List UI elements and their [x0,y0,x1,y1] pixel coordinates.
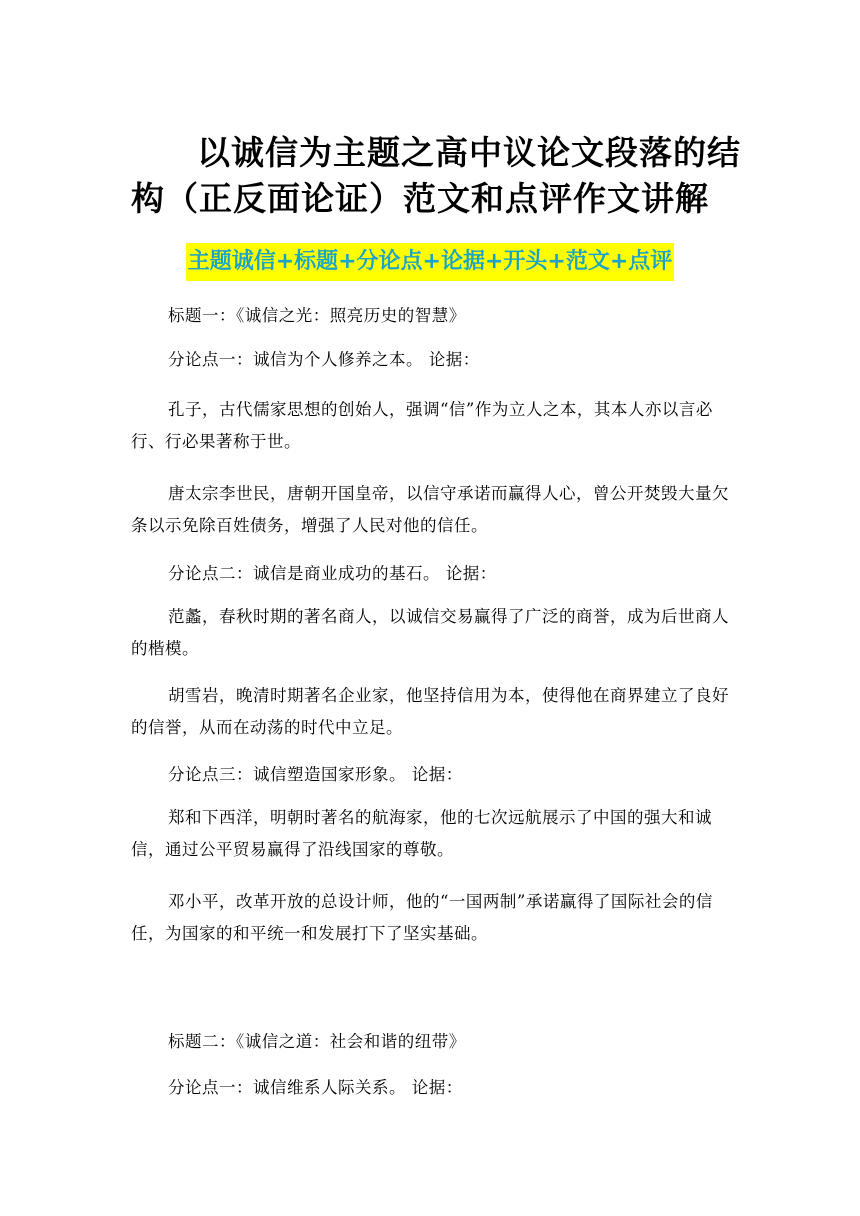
evidence-paragraph: 范蠡，春秋时期的著名商人，以诚信交易赢得了广泛的商誉，成为后世商人的楷模。 [131,607,729,658]
evidence-paragraph: 胡雪岩，晚清时期著名企业家，他坚持信用为本，使得他在商界建立了良好的信誉，从而在动荡的时代中立足。 [131,686,729,737]
banner-container [0,243,860,281]
sub-argument-two: 分论点二：诚信是商业成功的基石。 论据： [168,564,497,583]
heading-title-one: 标题一：《诚信之光：照亮历史的智慧》 [168,306,466,325]
sub-argument-three: 分论点三：诚信塑造国家形象。 论据： [168,765,463,784]
topic-banner: 主题诚信+标题+分论点+论据+开头+范文+点评 [186,243,675,281]
evidence-paragraph: 孔子，古代儒家思想的创始人，强调“信”作为立人之本，其本人亦以言必行、行必果著称于世。 [131,400,713,451]
sub-argument-one-second: 分论点一：诚信维系人际关系。 论据： [168,1078,463,1097]
document-title: 以诚信为主题之高中议论文段落的结构（正反面论证）范文和点评作文讲解 [131,133,741,218]
heading-title-two: 标题二：《诚信之道：社会和谐的纽带》 [168,1032,466,1051]
sub-argument-one: 分论点一：诚信为个人修养之本。 论据： [168,350,480,369]
evidence-paragraph: 郑和下西洋，明朝时著名的航海家，他的七次远航展示了中国的强大和诚信，通过公平贸易赢得了沿线国家的尊敬。 [131,808,712,859]
evidence-paragraph: 邓小平，改革开放的总设计师，他的“一国两制”承诺赢得了国际社会的信任，为国家的和平统一和发展打下了坚实基础。 [131,892,713,943]
evidence-paragraph: 唐太宗李世民，唐朝开国皇帝，以信守承诺而赢得人心，曾公开焚毁大量欠条以示免除百姓债务，增强了人民对他的信任。 [131,484,729,535]
